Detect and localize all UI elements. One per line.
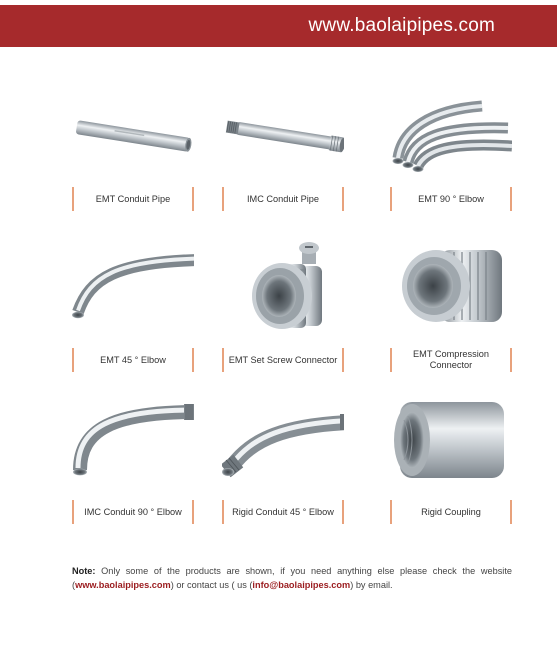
note-text: ) or contact us ( us (	[170, 579, 253, 590]
product-rigid-coupling[interactable]	[390, 398, 512, 482]
elbow-90-icon	[390, 100, 512, 184]
product-label: IMC Conduit Pipe	[222, 187, 344, 211]
product-label: EMT Set Screw Connector	[222, 348, 344, 372]
straight-pipe-icon	[72, 100, 194, 184]
set-screw-connector-icon	[222, 236, 344, 336]
note-website-link[interactable]: www.baolaipipes.com	[75, 579, 171, 590]
product-label: Rigid Conduit 45 ° Elbow	[222, 500, 344, 524]
site-header	[0, 5, 557, 47]
note-prefix: Note:	[72, 566, 96, 576]
product-rigid-conduit-45-elbow[interactable]	[222, 400, 344, 484]
product-emt-compression-connector[interactable]	[390, 236, 512, 336]
note-text: ) by email.	[350, 579, 393, 590]
product-imc-conduit-90-elbow[interactable]	[72, 400, 194, 484]
product-label: EMT Compression Connector	[390, 348, 512, 372]
note-text: Only some of the products are shown, if you need anything else please check the website (	[72, 566, 512, 590]
elbow-45-icon	[72, 248, 194, 332]
rigid-elbow-45-icon	[222, 400, 344, 484]
threaded-pipe-icon	[222, 100, 344, 184]
product-label: EMT 45 ° Elbow	[72, 348, 194, 372]
product-emt-45-elbow[interactable]	[72, 248, 194, 332]
product-label: IMC Conduit 90 ° Elbow	[72, 500, 194, 524]
product-label: Rigid Coupling	[390, 500, 512, 524]
compression-connector-icon	[390, 236, 512, 336]
product-emt-conduit-pipe[interactable]	[72, 100, 194, 184]
rigid-coupling-icon	[390, 398, 512, 482]
note-email-link[interactable]: info@baolaipipes.com	[252, 579, 351, 590]
product-emt-set-screw-connector[interactable]	[222, 236, 344, 336]
products-note	[72, 565, 512, 592]
header-website-link[interactable]: www.baolaipipes.com	[308, 15, 495, 36]
product-label: EMT 90 ° Elbow	[390, 187, 512, 211]
product-imc-conduit-pipe[interactable]	[222, 100, 344, 184]
product-emt-90-elbow[interactable]	[390, 100, 512, 184]
imc-elbow-90-icon	[72, 400, 194, 484]
product-label: EMT Conduit Pipe	[72, 187, 194, 211]
